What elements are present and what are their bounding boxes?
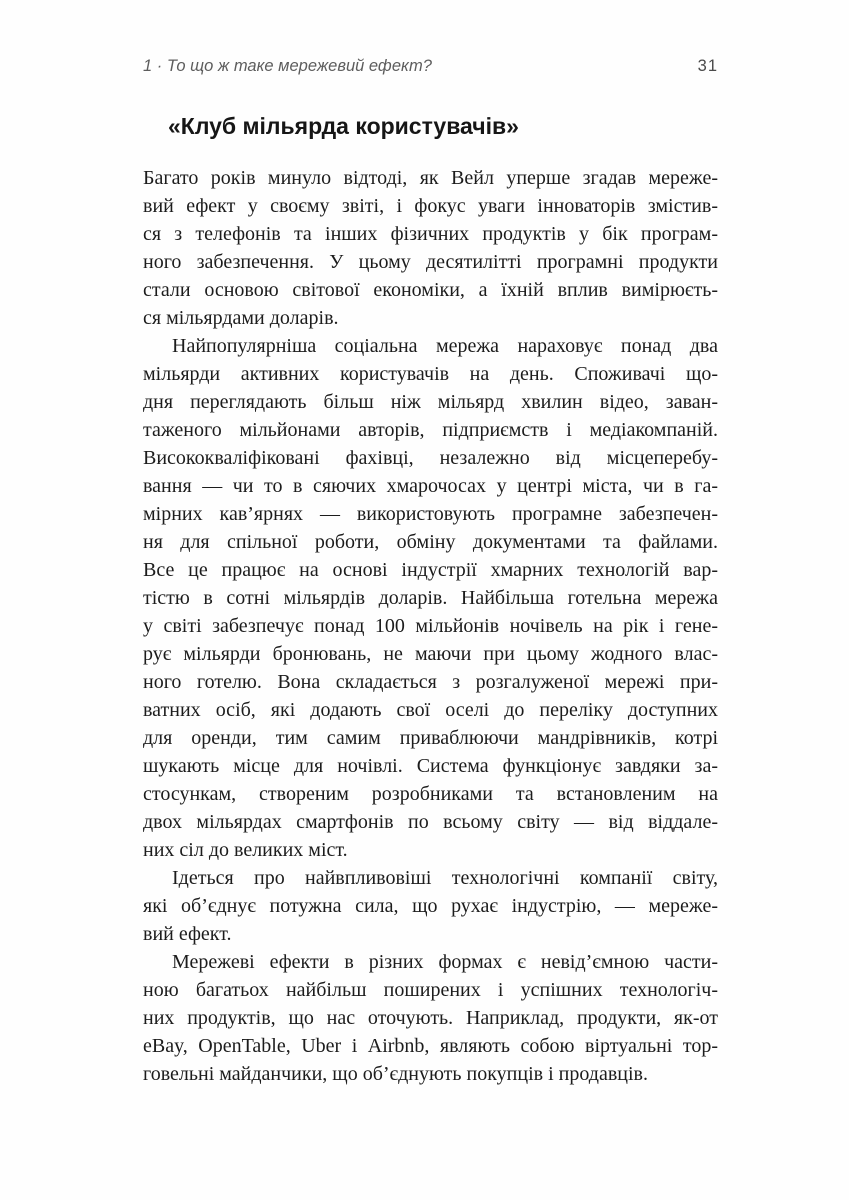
section-heading: «Клуб мільярда користувачів» <box>168 113 519 139</box>
text-line: Ідеться про найвпливовіші технологічні компанії світу, <box>172 867 718 889</box>
text-line: стали основою світової економіки, а їхній вплив вимірюєть- <box>143 279 718 301</box>
text-line: Висококваліфіковані фахівці, незалежно від місцеперебу- <box>143 447 718 469</box>
running-header <box>143 56 718 76</box>
paragraph <box>143 864 718 948</box>
text-line: вання — чи то в сяючих хмарочосах у центрі міста, чи в га- <box>143 475 718 497</box>
text-line: Багато років минуло відтоді, як Вейл уперше згадав мереже- <box>143 167 718 189</box>
text-line: мільярди активних користувачів на день. Споживачі що- <box>143 363 718 385</box>
text-line: рує мільярди бронювань, не маючи при цьому жодного влас- <box>143 643 718 665</box>
text-line: мірних кав’ярнях — використовують програмне забезпечен- <box>143 503 718 525</box>
paragraph <box>143 948 718 1088</box>
text-line: таженого мільйонами авторів, підприємств і медіакомпаній. <box>143 419 718 441</box>
paragraph <box>143 332 718 864</box>
text-line: говельні майданчики, що об’єднують покупців і продавців. <box>143 1063 648 1085</box>
text-line: ся мільярдами доларів. <box>143 307 339 329</box>
text-line: ня для спільної роботи, обміну документами та файлами. <box>143 531 718 553</box>
text-line: стосункам, створеним розробниками та встановленим на <box>143 783 718 805</box>
text-line: них продуктів, що нас оточують. Наприклад, продукти, як-от <box>143 1007 718 1029</box>
text-line: вий ефект у своєму звіті, і фокус уваги інноваторів змістив- <box>143 195 718 217</box>
text-line: вий ефект. <box>143 923 232 945</box>
page-content <box>143 56 718 1088</box>
text-line: двох мільярдах смартфонів по всьому світу — від віддале- <box>143 811 718 833</box>
text-line: eBay, OpenTable, Uber і Airbnb, являють собою віртуальні тор- <box>143 1035 718 1057</box>
text-line: шукають місце для ночівлі. Система функціонує завдяки за- <box>143 755 718 777</box>
body-text <box>143 164 718 1088</box>
page-number: 31 <box>697 57 718 75</box>
chapter-title: 1 · То що ж таке мережевий ефект? <box>143 57 432 75</box>
text-line: Все це працює на основі індустрії хмарних технологій вар- <box>143 559 718 581</box>
text-line: у світі забезпечує понад 100 мільйонів ночівель на рік і гене- <box>143 615 718 637</box>
text-line: які об’єднує потужна сила, що рухає індустрію, — мереже- <box>143 895 718 917</box>
text-line: дня переглядають більш ніж мільярд хвилин відео, заван- <box>143 391 718 413</box>
text-line: Мережеві ефекти в різних формах є невід’ємною части- <box>172 951 718 973</box>
text-line: ватних осіб, які додають свої оселі до переліку доступних <box>143 699 718 721</box>
text-line: ся з телефонів та інших фізичних продуктів у бік програм- <box>143 223 718 245</box>
text-line: них сіл до великих міст. <box>143 839 348 861</box>
paragraph <box>143 164 718 332</box>
text-line: ного забезпечення. У цьому десятилітті програмні продукти <box>143 251 718 273</box>
text-line: ною багатьох найбільш поширених і успішних технологіч- <box>143 979 718 1001</box>
text-line: для оренди, тим самим приваблюючи мандрівників, котрі <box>143 727 718 749</box>
text-line: Найпопулярніша соціальна мережа нараховує понад два <box>172 335 718 357</box>
text-line: тістю в сотні мільярдів доларів. Найбільша готельна мережа <box>143 587 718 609</box>
text-line: ного готелю. Вона складається з розгалуженої мережі при- <box>143 671 718 693</box>
